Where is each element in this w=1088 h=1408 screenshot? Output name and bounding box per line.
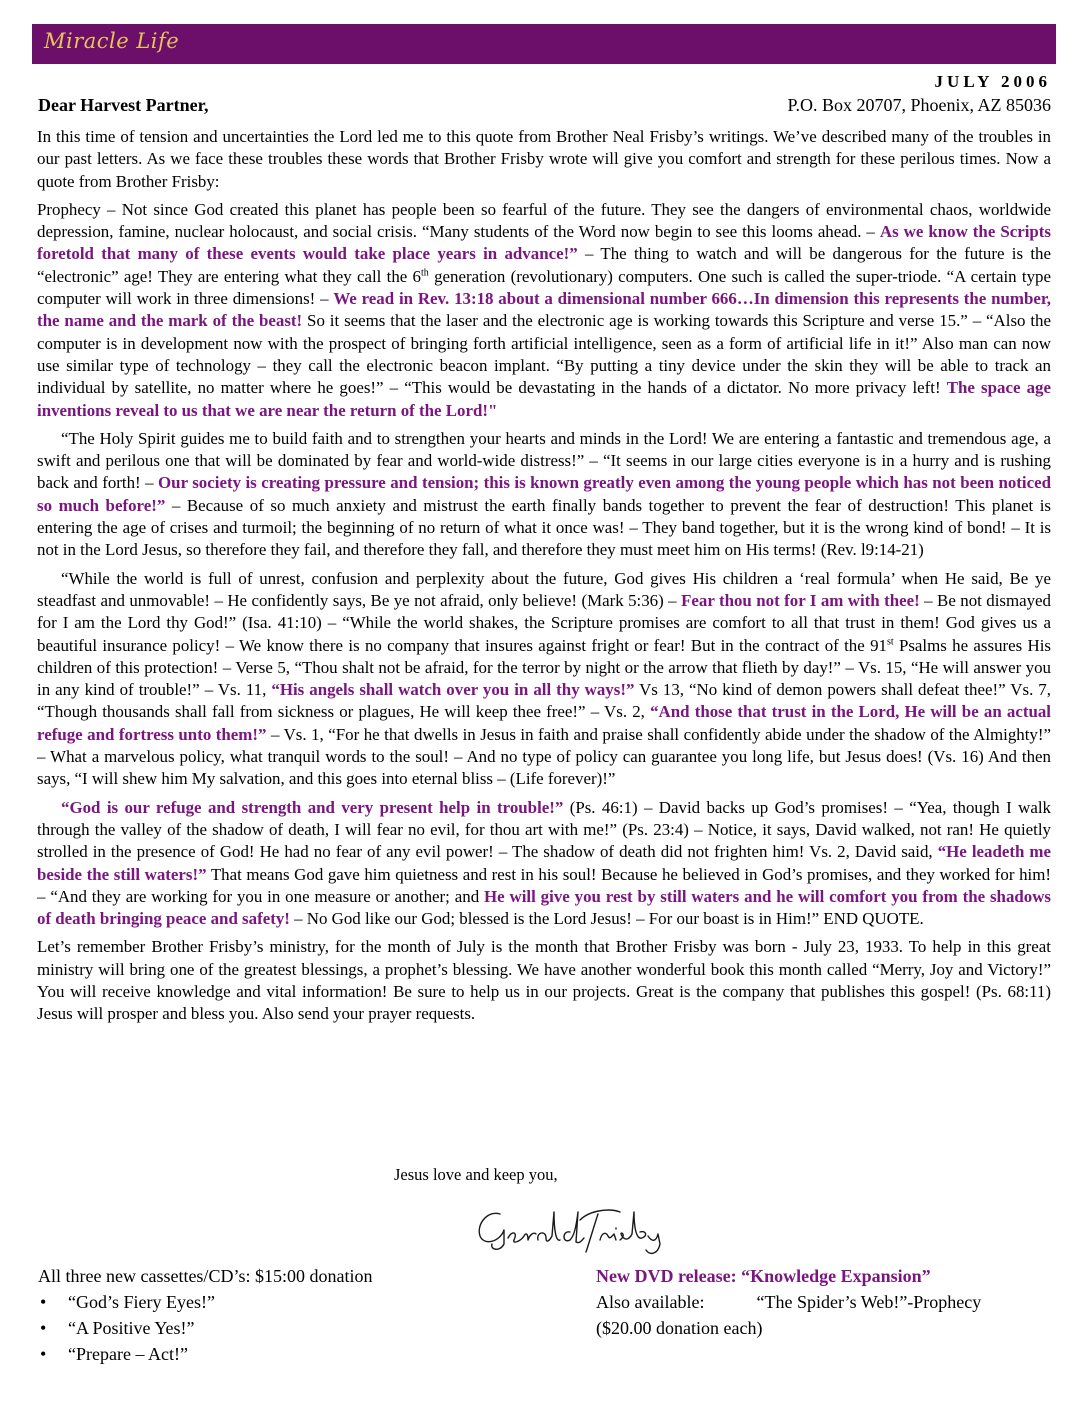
highlight-text: Fear thou not for I am with thee!	[681, 590, 920, 610]
highlight-text: “And those that trust in the Lord, He will be an actual refuge and fortress unto them!”	[37, 702, 1051, 744]
letter-body	[37, 126, 1051, 1032]
closing-line: Jesus love and keep you,	[394, 1165, 558, 1184]
cassette-list	[38, 1289, 372, 1367]
highlight-text: He will give you rest by still waters and he will comfort you from the shadows of death bringing peace and safety!	[37, 886, 1051, 929]
salutation: Dear Harvest Partner,	[38, 95, 209, 115]
dvd-offer	[596, 1263, 981, 1341]
highlight-text: The space age inventions reveal to us that we are near the return of the Lord!"	[37, 378, 1052, 420]
highlight-text: We read in Rev. 13:18 about a dimensional number 666…In dimension this represents the number, the name and the mark of the beast!	[37, 289, 1052, 331]
highlight-text: “God is our refuge and strength and very present help in trouble!”	[61, 797, 564, 817]
highlight-text: Our society is creating pressure and tension; this is known greatly even among the young people which has not been noticed so much before!”	[37, 473, 1051, 515]
banner-title: Miracle Life	[44, 29, 180, 53]
signature-image	[470, 1200, 680, 1258]
bullet-icon: •	[40, 1292, 47, 1312]
donation-note: ($20.00 donation each)	[596, 1318, 763, 1338]
letter-date: JULY 2006	[934, 72, 1051, 91]
dvd-heading: New DVD release: “Knowledge Expansion”	[596, 1266, 931, 1286]
cassette-heading: All three new cassettes/CD’s: $15:00 donation	[38, 1266, 373, 1286]
holy-spirit-paragraph: “The Holy Spirit guides me to build faith and to strengthen your hearts and minds in the Lord! We are entering a fantastic and tremendous age, a swift and perilous one that will be dominated by fear and world-wide distress!” – “It seems in our large cities everyone is in a hurry and is rushing back and forth! – Our society is creating pressure and tension; this is known greatly even among the young people which has not been noticed so much before!” – Because of so much anxiety and mistrust the earth finally bands together to prevent the fear of destruction! This planet is entering the age of crises and turmoil; the beginning of no return of what it once was! – They band together, but it is the wrong kind of bond! – It is not in the Lord Jesus, so therefore they fail, and therefore they fall, and therefore they must meet him on His terms! (Rev. l9:14-21)	[37, 428, 1051, 560]
mailing-address: P.O. Box 20707, Phoenix, AZ 85036	[787, 95, 1051, 115]
bullet-icon: •	[40, 1344, 47, 1364]
also-available-line: Also available: “The Spider’s Web!”-Prophecy	[596, 1292, 982, 1312]
highlight-text: “His angels shall watch over you in all thy ways!”	[271, 680, 635, 700]
highlight-text: “He leadeth me beside the still waters!”	[37, 842, 1051, 884]
remember-paragraph: Let’s remember Brother Frisby’s ministry, for the month of July is the month that Brother Frisby was born - July 23, 1933. To help in this great ministry will bring one of the greatest blessings, a prophet’s blessing. We have another wonderful book this month called “Merry, Joy and Victory!” You will receive knowledge and vital information! Be sure to help us in our projects. Great is the company that publishes this gospel! (Ps. 68:11) Jesus will prosper and bless you. Also send your prayer requests.	[37, 937, 1051, 1024]
bullet-icon: •	[40, 1318, 47, 1338]
header-banner	[32, 24, 1056, 64]
prophecy-paragraph: Prophecy – Not since God created this planet has people been so fearful of the future. They see the dangers of environmental chaos, worldwide depression, famine, nuclear holocaust, and social crisis. “Many students of the Word now begin to see this looms ahead. – As we know the Scripts foretold that many of these events would take place years in advance!” – The thing to watch and will be dangerous for the future is the “electronic” age! They are entering what they call the 6th generation (revolutionary) computers. One such is called the super-triode. “A certain type computer will work in three dimensions! – We read in Rev. 13:18 about a dimensional number 666…In dimension this represents the number, the name and the mark of the beast! So it seems that the laser and the electronic age is working towards this Scripture and verse 15.” – “Also the computer is in development now with the prospect of bringing forth artificial intelligence, seen as a form of artificial life in it!” Also man can now use similar type of technology – they call the electronic beacon implant. “By putting a tiny device under the skin they will be able to track an individual by satellite, no matter where he goes!” – “This would be devastating in the hands of a dictator. No more privacy left! The space age inventions reveal to us that we are near the return of the Lord!"	[37, 199, 1052, 420]
cassette-offer	[38, 1263, 372, 1367]
list-item: • “Prepare – Act!”	[38, 1341, 372, 1367]
refuge-paragraph: “God is our refuge and strength and very present help in trouble!” (Ps. 46:1) – David backs up God’s promises! – “Yea, though I walk through the valley of the shadow of death, I will fear no evil, for thou art with me!” (Ps. 23:4) – Notice, it says, David walked, not ran! He quietly strolled in the presence of God! He had no fear of any evil power! – The shadow of death did not frighten him! Vs. 2, David said, “He leadeth me beside the still waters!” That means God gave him quietness and rest in his soul! Because he believed in God’s promises, and they worked for him! – “And they are working for you in one measure or another; and He will give you rest by still waters and he will comfort you from the shadows of death bringing peace and safety! – No God like our God; blessed is the Lord Jesus! – For our boast is in Him!” END QUOTE.	[37, 797, 1051, 929]
intro-paragraph: In this time of tension and uncertainties the Lord led me to this quote from Brother Neal Frisby’s writings. We’ve described many of the troubles in our past letters. As we face these troubles these words that Brother Frisby wrote will give you comfort and strength for these perilous times. Now a quote from Brother Frisby:	[37, 127, 1051, 191]
list-item: • “A Positive Yes!”	[38, 1315, 372, 1341]
highlight-text: As we know the Scripts foretold that many of these events would take place years in advance!”	[37, 222, 1052, 264]
list-item: • “God’s Fiery Eyes!”	[38, 1289, 372, 1315]
formula-paragraph: “While the world is full of unrest, confusion and perplexity about the future, God gives His children a ‘real formula’ when He said, Be ye steadfast and unmovable! – He confidently says, Be ye not afraid, only believe! (Mark 5:36) – Fear thou not for I am with thee! – Be not dismayed for I am the Lord thy God!” (Isa. 41:10) – “While the world shakes, the Scripture promises are comfort to all that trust in them! God gives us a beautiful insurance policy! – We know there is no company that insures against fright or fear! But in the contract of the 91st Psalms he assures His children of this protection! – Verse 5, “Thou shalt not be afraid, for the terror by night or the arrow that flieth by day!” – Vs. 15, “He will answer you in any kind of trouble!” – Vs. 11, “His angels shall watch over you in all thy ways!” Vs 13, “No kind of demon powers shall defeat thee!” Vs. 7, “Though thousands shall fall from sickness or plagues, He will keep thee free!” – Vs. 2, “And those that trust in the Lord, He will be an actual refuge and fortress unto them!” – Vs. 1, “For he that dwells in Jesus in faith and praise shall confidently abide under the shadow of the Almighty!” – What a marvelous policy, what tranquil words to the soul! – And no type of policy can guarantee you long life, but Jesus does! (Vs. 16) And then says, “I will shew him My salvation, and this goes into eternal bliss – (Life forever)!”	[37, 568, 1051, 789]
